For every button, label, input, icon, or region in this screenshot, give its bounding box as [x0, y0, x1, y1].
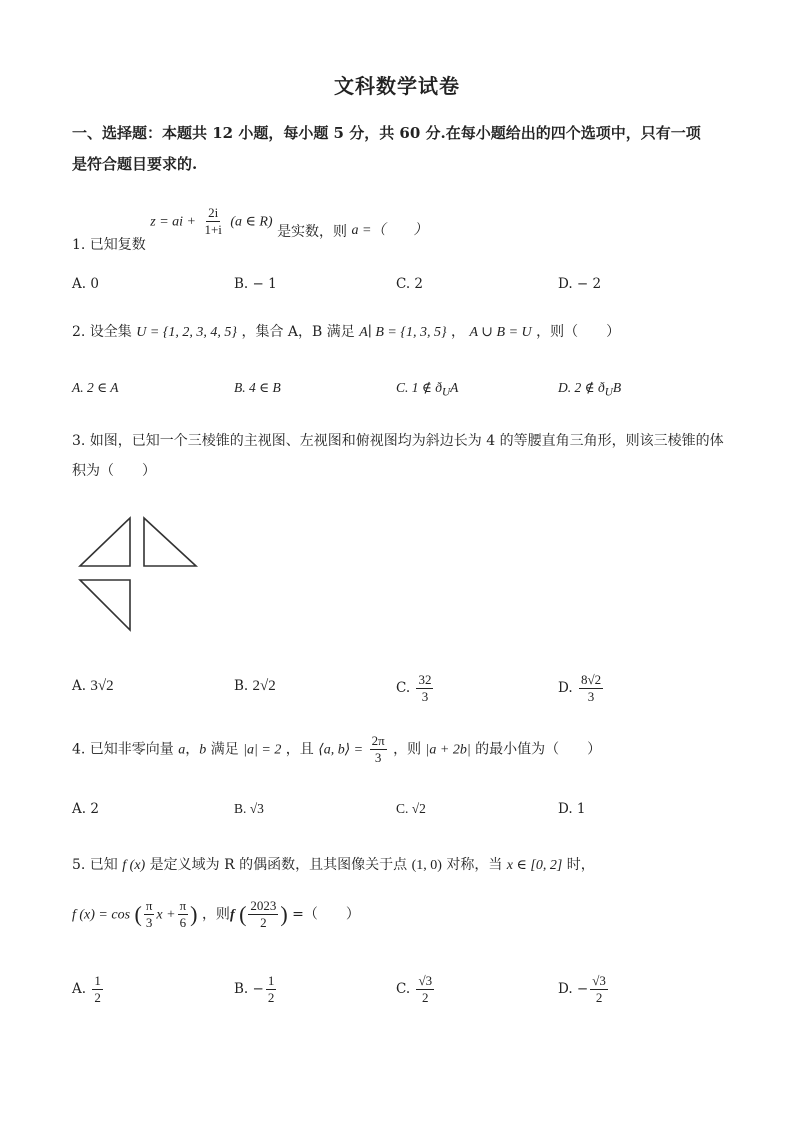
section-heading-line2: 是符合题目要求的.	[72, 155, 198, 173]
question-4	[72, 733, 601, 766]
q5-domain: x ∈ [0, 2]	[506, 858, 563, 873]
q3-c-label: C.	[396, 680, 411, 696]
q1-tail2: a =（ ）	[351, 222, 428, 238]
q5-c-den: 2	[422, 990, 429, 1005]
q5-fx: f (x)	[122, 858, 146, 873]
page-title: 文科数学试卷	[334, 74, 460, 98]
q2-text-b: ，集合 A，B 满足	[241, 324, 355, 340]
q2-set-ab: A∣ B = {1, 3, 5}	[359, 325, 447, 340]
q5-c-num: √3	[418, 973, 433, 988]
q5-a-den: 2	[94, 990, 101, 1005]
q4-option-b[interactable]: B. √3	[234, 801, 264, 816]
q5-option-d[interactable]	[558, 973, 610, 1006]
q5-d-label: D. −	[558, 981, 589, 997]
q5-pi: π	[145, 898, 153, 913]
q1-option-a[interactable]: A. 0	[72, 276, 99, 292]
q5-point: (1, 0)	[411, 858, 442, 873]
q3-a-label: A.	[72, 678, 87, 694]
q5-f-bold: f	[229, 907, 235, 923]
q3-b-label: B.	[234, 678, 249, 694]
section-heading-line1: 一、选择题：本题共 12 小题，每小题 5 分，共 60 分.在每小题给出的四个选项中，只有一项	[72, 124, 701, 142]
q2-text-d: ，则（ ）	[536, 324, 621, 340]
q1-option-d[interactable]: D. − 2	[558, 276, 602, 292]
q2-option-c-tail: A	[450, 380, 459, 395]
q1-expr-post: (a ∈ R)	[230, 214, 273, 230]
q2-option-d[interactable]	[558, 380, 621, 399]
q5-pi2: π	[179, 898, 187, 913]
q5-d-den: 2	[595, 990, 603, 1005]
q5-a-num: 1	[94, 973, 101, 988]
q3-line2: 积为（ ）	[72, 463, 156, 479]
q4-text-d: ，则	[393, 741, 422, 758]
q5-arg-den: 2	[260, 915, 267, 930]
q3-c-num: 32	[418, 672, 432, 687]
q3-d-num: 8√2	[580, 672, 602, 687]
q5-b-den: 2	[267, 990, 275, 1005]
q4-mod: |a| = 2	[243, 742, 282, 758]
q1-number: 1. 已知复数	[72, 236, 146, 253]
q4-option-d[interactable]: D. 1	[558, 801, 586, 817]
q2-option-b[interactable]: B. 4 ∈ B	[234, 380, 281, 395]
q1-frac-den: 1+i	[204, 222, 222, 237]
q4-angle: ⟨a, b⟩ =	[318, 742, 364, 758]
q5-a-label: A.	[72, 981, 87, 997]
q4-ang-den: 3	[374, 750, 382, 765]
q4-number: 4. 已知非零向量	[72, 741, 174, 758]
q4-text-b: 满足	[210, 741, 239, 758]
q5-three: 3	[145, 915, 153, 930]
q5-line1-c: 对称，当	[446, 857, 503, 873]
q2-set-u: U = {1, 2, 3, 4, 5}	[136, 325, 238, 340]
q3-option-a[interactable]	[72, 678, 114, 695]
q5-option-a[interactable]	[72, 973, 105, 1006]
q2-number: 2. 设全集	[72, 324, 132, 340]
q4-vec-b: b	[199, 742, 207, 758]
q3-option-c[interactable]	[396, 672, 435, 705]
q5-b-num: 1	[267, 973, 275, 988]
question-1	[72, 205, 428, 253]
q5-number: 5. 已知	[72, 857, 118, 873]
q3-d-den: 3	[587, 689, 595, 704]
front-view-triangle	[80, 518, 130, 566]
q5-option-b[interactable]	[234, 973, 278, 1006]
top-view-triangle	[80, 580, 130, 630]
q5-line1-b: 是定义域为 R 的偶函数，且其图像关于点	[149, 857, 408, 873]
question-5-line1	[72, 854, 595, 874]
q5-line1-d: 时，	[566, 857, 595, 873]
q5-arg-num: 2023	[250, 898, 277, 913]
q5-c-label: C.	[396, 981, 411, 997]
q4-ang-num: 2π	[371, 733, 385, 748]
question-5-line2: f (x) = cos ( $\frac{\pi}{3}$ x + $\frac{\pi}{6}$ ) ，则f ( $\frac{2023}{2}$ ) =（ ）	[72, 898, 360, 930]
q2-text-c: ，	[451, 324, 466, 340]
q4-text-e: 的最小值为（ ）	[475, 741, 602, 758]
q4-option-c[interactable]: C. √2	[396, 801, 426, 816]
q2-option-d-sub: U	[604, 386, 613, 399]
q4-sep: ，	[185, 741, 200, 758]
side-view-triangle	[144, 518, 196, 566]
q3-option-d[interactable]	[558, 672, 605, 705]
q1-fraction	[202, 205, 223, 238]
q5-line2-c: =（ ）	[292, 906, 360, 923]
q4-vec-a: a	[178, 742, 186, 758]
question-2	[72, 321, 620, 341]
q2-option-c-sub: U	[442, 386, 451, 399]
q4-text-c: ，且	[285, 741, 314, 758]
q5-d-num: √3	[592, 973, 606, 988]
q2-option-a[interactable]: A. 2 ∈ A	[72, 380, 119, 395]
q5-xplus: x +	[156, 907, 176, 923]
q3-figure	[76, 514, 206, 639]
q2-option-c[interactable]	[396, 380, 458, 399]
q1-option-b[interactable]: B. − 1	[234, 276, 277, 292]
q3-d-label: D.	[558, 680, 573, 696]
q5-option-c[interactable]	[396, 973, 436, 1006]
q5-b-label: B. −	[234, 981, 264, 997]
q2-union: A ∪ B = U	[469, 325, 532, 340]
q1-option-c[interactable]: C. 2	[396, 276, 424, 292]
q4-option-a[interactable]: A. 2	[72, 801, 99, 817]
q1-frac-num: 2i	[208, 205, 219, 220]
q3-option-b[interactable]	[234, 678, 276, 695]
q3-c-den: 3	[421, 689, 429, 704]
q3-a-val: 3√2	[90, 678, 114, 694]
q5-six: 6	[179, 915, 187, 930]
q2-option-d-tail: B	[612, 380, 622, 395]
q2-option-c-text: C. 1 ∉ ð	[396, 380, 442, 395]
q3-line1: 3. 如图，已知一个三棱锥的主视图、左视图和俯视图均为斜边长为 4 的等腰直角三角形，则该三棱锥的体	[72, 433, 724, 449]
q5-line2-b: ，则	[201, 906, 230, 923]
q1-tail: 是实数，则	[277, 223, 348, 240]
q4-expr: |a + 2b|	[425, 742, 471, 758]
q3-b-val: 2√2	[252, 678, 276, 694]
q5-line2-fx: f (x) = cos	[72, 907, 131, 923]
q1-expr-pre: z = ai +	[150, 214, 196, 230]
q2-option-d-text: D. 2 ∉ ð	[558, 380, 605, 395]
